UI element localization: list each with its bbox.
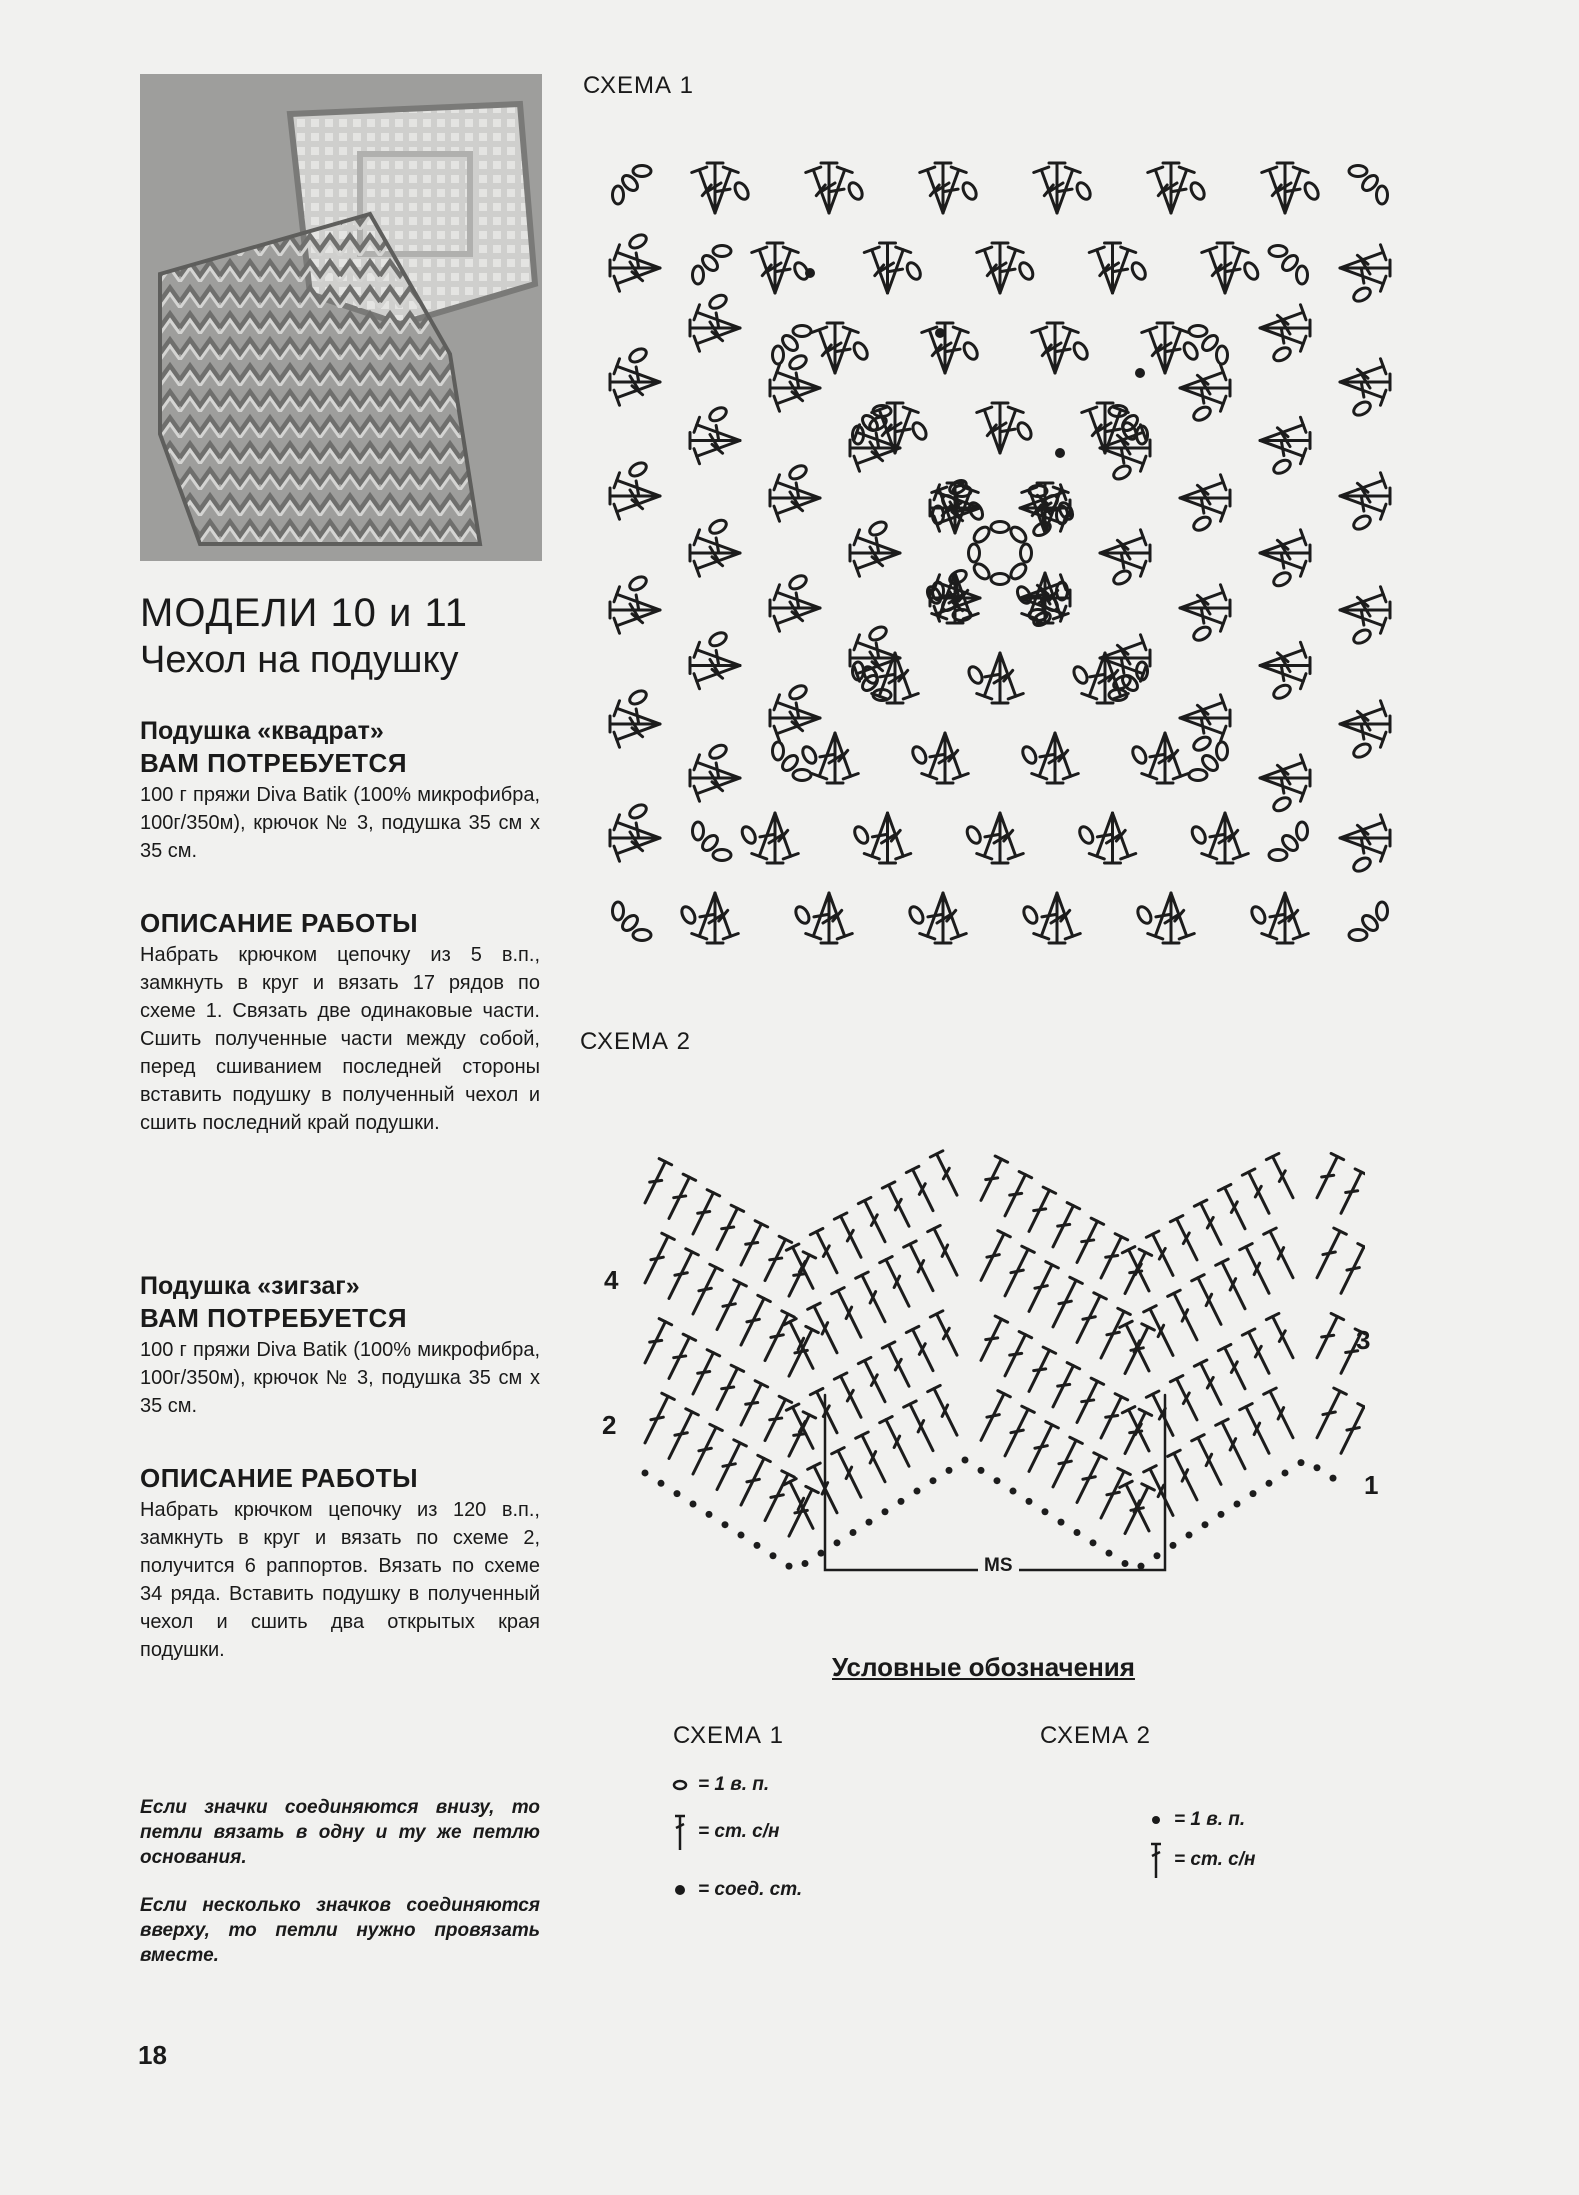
chain-stitch-icon [672, 1772, 688, 1798]
stitch-dc [880, 1257, 916, 1310]
stitch-chain [1111, 463, 1132, 482]
stitch-dc [856, 1432, 892, 1485]
stitch-slip [805, 268, 815, 278]
stitch-dc [663, 1334, 696, 1381]
stitch-chain [1130, 744, 1149, 765]
stitch-dc [880, 1417, 916, 1470]
scheme1-symbols [610, 163, 1390, 943]
zigzag-pillow-section [140, 1270, 540, 1420]
row-number-4: 4 [604, 1265, 619, 1295]
stitch-dc [711, 1205, 744, 1252]
stitch-chain [834, 1539, 841, 1546]
stitch-chain [1351, 741, 1372, 760]
stitch-chain [739, 824, 758, 845]
stitch-chain [693, 266, 704, 284]
stitch-dc [1168, 1450, 1204, 1503]
stitch-dc [1023, 1187, 1056, 1234]
stitch-chain [787, 463, 808, 482]
stitch-chain [930, 1477, 937, 1484]
stitch-dc [1335, 1404, 1365, 1457]
stitch-dc [858, 1357, 891, 1404]
stitch-dc [687, 1350, 720, 1397]
chain-dot-icon [1148, 1807, 1164, 1833]
stitch-chain [627, 574, 648, 593]
stitch-chain [1021, 904, 1040, 925]
stitch-chain [707, 630, 728, 649]
stitch-chain [722, 1521, 729, 1528]
stitch-chain [613, 902, 624, 920]
stitch-dc [999, 1406, 1035, 1459]
stitch-dc [735, 1221, 768, 1268]
stitch-chain [690, 1501, 697, 1508]
stitch-dc [1071, 1378, 1104, 1425]
stitch-dc [858, 1197, 891, 1244]
stitch-chain [738, 1532, 745, 1539]
stitch-chain [1026, 1498, 1033, 1505]
stitch-dc [1095, 1468, 1131, 1521]
stitch-chain [966, 664, 985, 685]
stitch-chain [866, 1519, 873, 1526]
stitch-dc [1218, 1184, 1251, 1231]
stitch-dc [1216, 1419, 1252, 1472]
stitch-dc [1047, 1363, 1080, 1410]
stitch-chain [693, 822, 704, 840]
stitch-chain [773, 346, 784, 364]
stitch-dc [1095, 1308, 1131, 1361]
stitch-chain [1138, 1563, 1145, 1570]
stitch-slip [1135, 368, 1145, 378]
stitch-chain [773, 742, 784, 760]
stitch-chain [1017, 260, 1036, 281]
stitch-chain [978, 1467, 985, 1474]
stitch-chain [633, 930, 651, 941]
stitch-dc [1047, 1203, 1080, 1250]
stitch-dc [783, 1326, 819, 1379]
stitch-chain [1217, 742, 1228, 760]
stitch-chain [1377, 902, 1388, 920]
stitch-dc [759, 1471, 795, 1524]
stitch-dc [639, 1233, 675, 1286]
stitch-chain [1297, 266, 1308, 284]
scheme2-symbols [639, 1151, 1365, 1570]
stitch-chain [679, 904, 698, 925]
stitch-dc [759, 1396, 792, 1443]
stitch-dc [735, 1295, 771, 1348]
stitch-slip [935, 328, 945, 338]
stitch-dc [759, 1236, 792, 1283]
stitch-dc [834, 1213, 867, 1260]
stitch-chain [1349, 166, 1367, 177]
stitch-dc [687, 1424, 723, 1477]
stitch-chain [713, 850, 731, 861]
stitch-chain [852, 824, 871, 845]
stitch-chain [1188, 180, 1207, 201]
stitch-chain [991, 574, 1009, 585]
stitch-dc [1144, 1306, 1180, 1359]
stitch-chain [818, 1550, 825, 1557]
square-pillow-section [140, 715, 540, 865]
stitch-dc [856, 1272, 892, 1325]
stitch-chain [1271, 795, 1292, 814]
stitch-chain [1269, 850, 1287, 861]
stitch-dc [1071, 1293, 1107, 1346]
stitch-chain [1271, 682, 1292, 701]
page-number: 18 [138, 2040, 167, 2070]
stitch-slip [1055, 448, 1065, 458]
stitch-dc [639, 1159, 672, 1206]
stitch-dc [784, 1319, 820, 1372]
stitch-chain [1314, 1464, 1321, 1471]
stitch-dc [1264, 1388, 1300, 1441]
stitch-chain [1170, 1542, 1177, 1549]
stitch-dc [1240, 1244, 1276, 1297]
stitch-chain [960, 180, 979, 201]
stitch-chain [1351, 399, 1372, 418]
zigzag-work-text: Набрать крючком цепочку из 120 в.п., замкнуть в круг и вязать по схеме 2, получится 6 раппортов. Вязать по схеме 34 ряда. Вставить подушку в полученный чехол и сшить два открытых края подушки. [140, 1499, 540, 1661]
stitch-dc [928, 1385, 964, 1438]
stitch-dc [687, 1264, 723, 1317]
stitch-dc [834, 1373, 867, 1420]
stitch-dc [784, 1479, 820, 1532]
stitch-dc [1194, 1200, 1227, 1247]
legend-s1-chain: = 1 в. п. [672, 1772, 769, 1798]
stitch-chain [802, 1560, 809, 1567]
stitch-dc [810, 1228, 843, 1275]
stitch-dc [882, 1342, 915, 1389]
row-number-1: 1 [1364, 1470, 1379, 1500]
stitch-chain [964, 824, 983, 845]
stitch-chain [1154, 1552, 1161, 1559]
stitch-dc [783, 1486, 819, 1539]
scheme1-label: СХЕМА 1 [583, 72, 695, 99]
stitch-chain [910, 420, 929, 441]
stitch-chain [786, 1563, 793, 1570]
legend-s1-dc: = ст. с/н [672, 1812, 779, 1852]
stitch-chain [613, 186, 624, 204]
stitch-dc [711, 1280, 747, 1333]
stitch-chain [846, 180, 865, 201]
stitch-chain [1015, 420, 1034, 441]
slip-stitch-icon [672, 1877, 688, 1903]
zigzag-need-text: 100 г пряжи Diva Batik (100% микрофибра, 100г/350м), крючок № 3, подушка 35 см x 35 см. [140, 1339, 540, 1417]
stitch-dc [1264, 1228, 1300, 1281]
square-work-section [140, 907, 540, 1137]
stitch-chain [1071, 340, 1090, 361]
stitch-chain [1302, 180, 1321, 201]
legend-scheme1-label: СХЕМА 1 [673, 1722, 785, 1749]
stitch-dc [928, 1225, 964, 1278]
stitch-chain [1282, 1469, 1289, 1476]
stitch-chain [707, 517, 728, 536]
stitch-dc [1168, 1290, 1204, 1343]
stitch-dc [999, 1332, 1032, 1379]
stitch-dc [1095, 1234, 1128, 1281]
stitch-chain [1074, 180, 1093, 201]
stitch-dc [1023, 1347, 1056, 1394]
stitch-chain [1191, 734, 1212, 753]
stitch-chain [1250, 1490, 1257, 1497]
stitch-chain [969, 544, 980, 562]
stitch-dc [1194, 1360, 1227, 1407]
stitch-chain [1074, 1529, 1081, 1536]
stitch-chain [658, 1480, 665, 1487]
stitch-chain [732, 180, 751, 201]
stitch-dc [1071, 1453, 1107, 1506]
square-need-heading: ВАМ ПОТРЕБУЕТСЯ [140, 748, 408, 778]
stitch-chain [1217, 346, 1228, 364]
square-heading: Подушка «квадрат» [140, 717, 384, 745]
stitch-chain [1186, 1532, 1193, 1539]
stitch-chain [1191, 624, 1212, 643]
stitch-chain [1191, 404, 1212, 423]
legend-scheme2-label: СХЕМА 2 [1040, 1722, 1152, 1749]
stitch-chain [627, 232, 648, 251]
stitch-chain [633, 166, 651, 177]
stitch-chain [991, 522, 1009, 533]
stitch-chain [787, 573, 808, 592]
stitch-dc [1311, 1313, 1344, 1360]
stitch-chain [1330, 1475, 1337, 1482]
stitch-chain [1202, 1521, 1209, 1528]
stitch-chain [1351, 627, 1372, 646]
stitch-dc [1170, 1216, 1203, 1263]
stitch-dc [663, 1174, 696, 1221]
stitch-chain [707, 742, 728, 761]
stitch-dc [663, 1409, 699, 1462]
stitch-dc [930, 1151, 963, 1198]
stitch-chain [1351, 285, 1372, 304]
stitch-dc [1170, 1376, 1203, 1423]
zigzag-need-heading: ВАМ ПОТРЕБУЕТСЯ [140, 1303, 408, 1333]
stitch-chain [867, 624, 888, 643]
stitch-chain [1071, 664, 1090, 685]
stitch-chain [910, 744, 929, 765]
stitch-dc [975, 1391, 1011, 1444]
stitch-dc [975, 1231, 1011, 1284]
stitch-chain [1008, 524, 1029, 545]
stitch-dc [1335, 1169, 1365, 1216]
stitch-chain [1020, 744, 1039, 765]
stitch-chain [1349, 930, 1367, 941]
stitch-chain [674, 1490, 681, 1497]
stitch-dc [711, 1365, 744, 1412]
stitch-dc [832, 1288, 868, 1341]
stitch-chain [1377, 186, 1388, 204]
stitch-chain [961, 340, 980, 361]
stitch-chain [851, 340, 870, 361]
stitch-chain [1191, 514, 1212, 533]
stitch-chain [1218, 1511, 1225, 1518]
stitch-dc [1192, 1275, 1228, 1328]
stitch-chain [1189, 326, 1207, 337]
stitch-chain [898, 1498, 905, 1505]
stitch-chain [882, 1508, 889, 1515]
stitch-chain [946, 1467, 953, 1474]
stitch-chain [642, 1469, 649, 1476]
stitch-chain [707, 292, 728, 311]
stitch-chain [1297, 822, 1308, 840]
stitch-chain [787, 353, 808, 372]
stitch-dc [1335, 1244, 1365, 1297]
stitch-dc [1023, 1262, 1059, 1315]
stitch-dc [1095, 1394, 1128, 1441]
stitch-dc [904, 1401, 940, 1454]
stitch-chain [627, 688, 648, 707]
page-title: МОДЕЛИ 10 и 11 [140, 591, 469, 635]
stitch-dc [735, 1455, 771, 1508]
stitch-chain [907, 904, 926, 925]
stitch-chain [1271, 570, 1292, 589]
stitch-dc [810, 1388, 843, 1435]
stitch-chain [1271, 457, 1292, 476]
stitch-chain [706, 1511, 713, 1518]
stitch-chain [1077, 824, 1096, 845]
stitch-chain [914, 1488, 921, 1495]
stitch-dc [1071, 1218, 1104, 1265]
stitch-chain [1111, 568, 1132, 587]
stitch-dc [1192, 1435, 1228, 1488]
stitch-dc [904, 1241, 940, 1294]
stitch-chain [1351, 855, 1372, 874]
stitch-dc [832, 1448, 868, 1501]
stitch-chain [793, 326, 811, 337]
scheme1-diagram [595, 148, 1405, 968]
stitch-chain [1269, 246, 1287, 257]
stitch-chain [867, 519, 888, 538]
stitch-chain [1242, 260, 1261, 281]
stitch-chain [1021, 544, 1032, 562]
scheme2-diagram [625, 1095, 1365, 1615]
stitch-dc [1047, 1277, 1083, 1330]
stitch-chain [1298, 1459, 1305, 1466]
stitch-chain [1010, 1488, 1017, 1495]
stitch-chain [1189, 770, 1207, 781]
stitch-dc [1218, 1344, 1251, 1391]
stitch-chain [1058, 1519, 1065, 1526]
stitch-chain [1249, 904, 1268, 925]
double-crochet-icon [1148, 1840, 1164, 1880]
stitch-dc [1023, 1422, 1059, 1475]
stitch-chain [793, 904, 812, 925]
row-number-2: 2 [602, 1410, 617, 1440]
stitch-dc [1047, 1437, 1083, 1490]
stitch-chain [770, 1552, 777, 1559]
stitch-chain [1122, 1560, 1129, 1567]
stitch-chain [1135, 904, 1154, 925]
stitch-dc [1266, 1313, 1299, 1360]
stitch-chain [904, 260, 923, 281]
page-subtitle: Чехол на подушку [140, 639, 459, 681]
stitch-chain [627, 460, 648, 479]
stitch-dc [1242, 1169, 1275, 1216]
stitch-chain [1106, 1550, 1113, 1557]
pillows-photo [140, 74, 542, 561]
note-joined-top: Если несколько значков соединяются вверху, то петли нужно провязать вместе. [140, 1895, 540, 1966]
stitch-dc [906, 1166, 939, 1213]
stitch-dc [975, 1156, 1008, 1203]
stitch-dc [882, 1182, 915, 1229]
stitch-chain [707, 405, 728, 424]
note-joined-bottom: Если значки соединяются внизу, то петли вязать в одну и ту же петлю основания. [140, 1797, 540, 1868]
stitch-chain [627, 346, 648, 365]
stitch-chain [754, 1542, 761, 1549]
stitch-chain [1271, 345, 1292, 364]
stitch-dc [1242, 1329, 1275, 1376]
stitch-dc [759, 1311, 795, 1364]
stitch-dc [663, 1249, 699, 1302]
double-crochet-icon [672, 1812, 688, 1852]
stitch-dc [1311, 1153, 1344, 1200]
stitch-dc [1216, 1259, 1252, 1312]
repeat-label: MS [978, 1555, 1019, 1577]
legend-s1-slip: = соед. ст. [672, 1877, 802, 1903]
stitch-chain [1090, 1539, 1097, 1546]
stitch-chain [850, 1529, 857, 1536]
stitch-dc [639, 1319, 672, 1366]
stitch-chain [1189, 824, 1208, 845]
stitch-dc [1144, 1466, 1180, 1519]
stitch-chain [627, 802, 648, 821]
square-work-heading: ОПИСАНИЕ РАБОТЫ [140, 908, 419, 938]
stitch-dc [1266, 1153, 1299, 1200]
stitch-chain [1008, 561, 1029, 582]
stitch-dc [1311, 1228, 1347, 1281]
stitch-dc [975, 1316, 1008, 1363]
square-need-text: 100 г пряжи Diva Batik (100% микрофибра, 100г/350м), крючок № 3, подушка 35 см x 35 см. [140, 784, 540, 862]
stitch-chain [994, 1477, 1001, 1484]
stitch-chain [1181, 340, 1200, 361]
zigzag-heading: Подушка «зигзаг» [140, 1272, 360, 1300]
legend-title: Условные обозначения [832, 1652, 1135, 1682]
square-work-text: Набрать крючком цепочку из 5 в.п., замкнуть в круг и вязать 17 рядов по схеме 1. Связать две одинаковые части. Сшить полученные части между собой, перед сшиванием последней стороны вставить подушку в полученный чехол и сшить последний край подушки. [140, 944, 540, 1134]
stitch-chain [787, 683, 808, 702]
scheme2-label: СХЕМА 2 [580, 1028, 692, 1055]
stitch-chain [1351, 513, 1372, 532]
legend-s2-chain: = 1 в. п. [1148, 1807, 1245, 1833]
stitch-dc [999, 1246, 1035, 1299]
stitch-dc [1311, 1388, 1347, 1441]
stitch-chain [793, 770, 811, 781]
stitch-chain [713, 246, 731, 257]
stitch-dc [999, 1172, 1032, 1219]
legend-s2-dc: = ст. с/н [1148, 1840, 1255, 1880]
zigzag-work-heading: ОПИСАНИЕ РАБОТЫ [140, 1463, 419, 1493]
stitch-chain [962, 1457, 969, 1464]
row-number-3: 3 [1356, 1325, 1371, 1355]
stitch-chain [971, 524, 992, 545]
stitch-chain [1042, 1508, 1049, 1515]
stitch-dc [639, 1393, 675, 1446]
stitch-chain [800, 744, 819, 765]
stitch-dc [930, 1311, 963, 1358]
stitch-chain [971, 561, 992, 582]
zigzag-work-section [140, 1462, 540, 1664]
stitch-chain [1234, 1501, 1241, 1508]
stitch-chain [1129, 260, 1148, 281]
stitch-dc [906, 1326, 939, 1373]
stitch-dc [687, 1190, 720, 1237]
stitch-dc [735, 1381, 768, 1428]
stitch-chain [1266, 1480, 1273, 1487]
stitch-dc [1240, 1404, 1276, 1457]
stitch-dc [711, 1440, 747, 1493]
